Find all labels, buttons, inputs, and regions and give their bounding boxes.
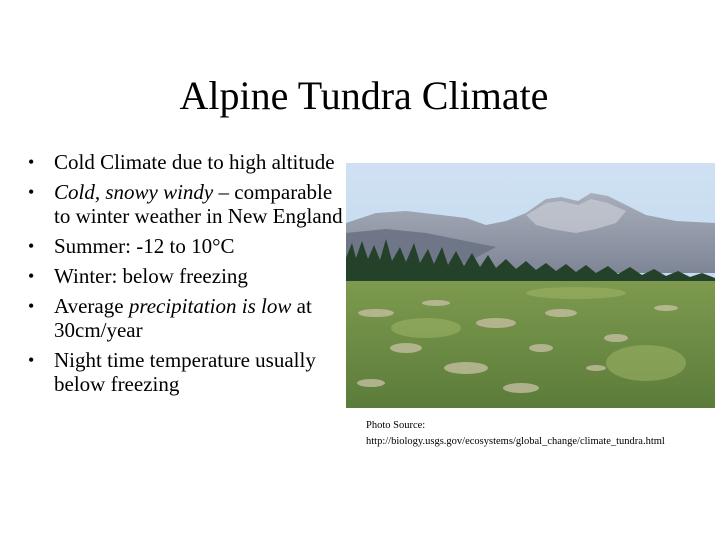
bullet-dot-icon: • xyxy=(28,152,35,172)
caption-label: Photo Source: xyxy=(366,420,426,431)
bullet-list xyxy=(26,150,346,402)
tundra-landscape-image xyxy=(346,163,715,408)
bullet-item: • Cold Climate due to high altitude xyxy=(28,150,335,174)
caption-url: http://biology.usgs.gov/ecosystems/global_change/climate_tundra.html xyxy=(366,436,665,447)
tundra-photo xyxy=(346,163,715,408)
bullet-dot-icon: • xyxy=(28,350,35,370)
slide-title: Alpine Tundra Climate xyxy=(179,73,549,118)
bullet-dot-icon: • xyxy=(28,296,35,316)
bullet-item: • Summer: -12 to 10°C xyxy=(28,234,235,258)
bullet-item: • Winter: below freezing xyxy=(28,264,248,288)
bullet-dot-icon: • xyxy=(28,266,35,286)
photo-caption xyxy=(366,418,716,450)
bullet-dot-icon: • xyxy=(28,182,35,202)
bullet-dot-icon: • xyxy=(28,236,35,256)
bullet-item: • Cold, snowy windy – comparable to winter weather in New England xyxy=(28,180,343,228)
bullet-item: • Average precipitation is low at 30cm/year xyxy=(28,294,312,342)
bullet-item: • Night time temperature usually below freezing xyxy=(28,348,316,396)
